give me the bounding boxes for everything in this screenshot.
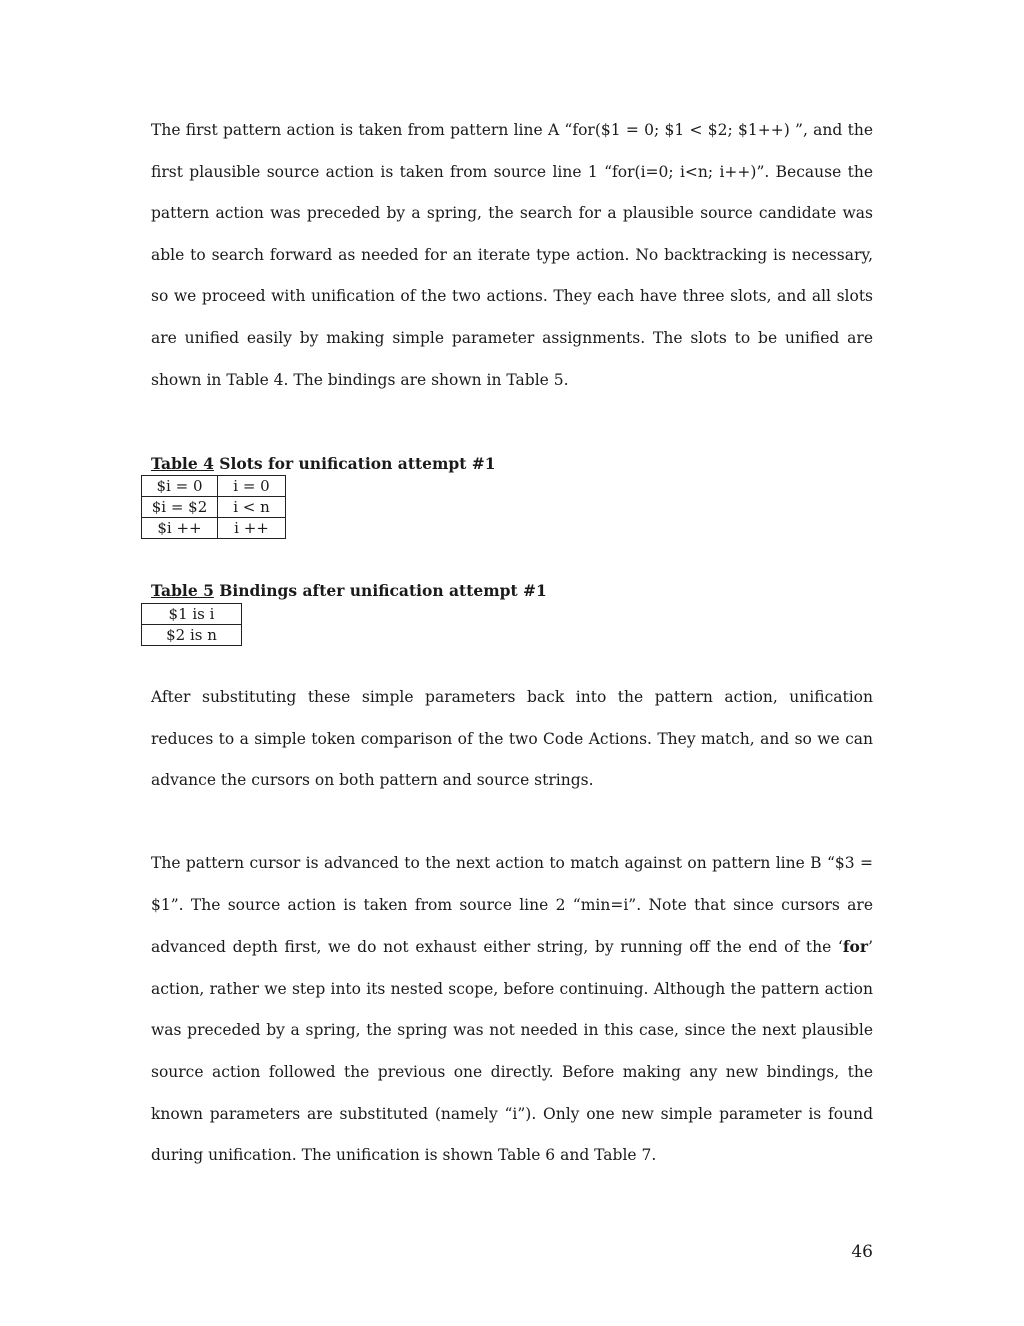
table-cell: $i = 0 xyxy=(142,476,218,497)
paragraph-3-text-after: ’ action, rather we step into its nested scope, before continuing. Although the pattern action was preceded by a spring, the spring was not needed in this case, since the next plausible source action followed the previous one directly. Before making any new bindings, the known parameters are substituted (namely “i”). Only one new simple parameter is found during unification. The unification is shown Table 6 and Table 7. xyxy=(151,938,873,1165)
table-row xyxy=(142,518,286,539)
table-cell: $1 is i xyxy=(142,604,242,625)
page-number: 46 xyxy=(851,1242,873,1262)
table-row xyxy=(142,497,286,518)
paragraph-3 xyxy=(151,843,873,1177)
table-5-bindings xyxy=(141,603,242,646)
table-4-label: Table 4 xyxy=(151,454,214,473)
table-4-caption xyxy=(151,454,496,473)
table-row xyxy=(142,604,242,625)
paragraph-3-text-before: The pattern cursor is advanced to the next action to match against on pattern line B “$3 = $1”. The source action is taken from source line 2 “min=i”. Note that since cursors are advanced depth first, we do not exhaust either string, by running off the end of the ‘ xyxy=(151,854,873,957)
table-cell: i < n xyxy=(218,497,286,518)
table-row xyxy=(142,625,242,646)
table-4-caption-text: Slots for unification attempt #1 xyxy=(213,454,496,473)
table-cell: i = 0 xyxy=(218,476,286,497)
table-cell: $2 is n xyxy=(142,625,242,646)
table-4-slots xyxy=(141,475,286,539)
paragraph-1: The first pattern action is taken from pattern line A “for($1 = 0; $1 < $2; $1++) ”, and the first plausible source action is taken from source line 1 “for(i=0; i<n; i++)”. Because the pattern action was preceded by a spring, the search for a plausible source candidate was able to search forward as needed for an iterate type action. No backtracking is necessary, so we proceed with unification of the two actions. They each have three slots, and all slots are unified easily by making simple parameter assignments. The slots to be unified are shown in Table 4. The bindings are shown in Table 5. xyxy=(151,121,873,389)
table-5-label: Table 5 xyxy=(151,581,214,600)
table-cell: $i = $2 xyxy=(142,497,218,518)
paragraph-3-bold-keyword: for xyxy=(842,937,869,957)
paragraph-2: After substituting these simple parameters back into the pattern action, unification reduces to a simple token comparison of the two Code Actions. They match, and so we can advance the cursors on both pattern and source strings. xyxy=(151,688,873,790)
table-cell: $i ++ xyxy=(142,518,218,539)
table-5-caption xyxy=(151,581,547,600)
table-5-caption-text: Bindings after unification attempt #1 xyxy=(213,581,547,600)
table-row xyxy=(142,476,286,497)
table-cell: i ++ xyxy=(218,518,286,539)
